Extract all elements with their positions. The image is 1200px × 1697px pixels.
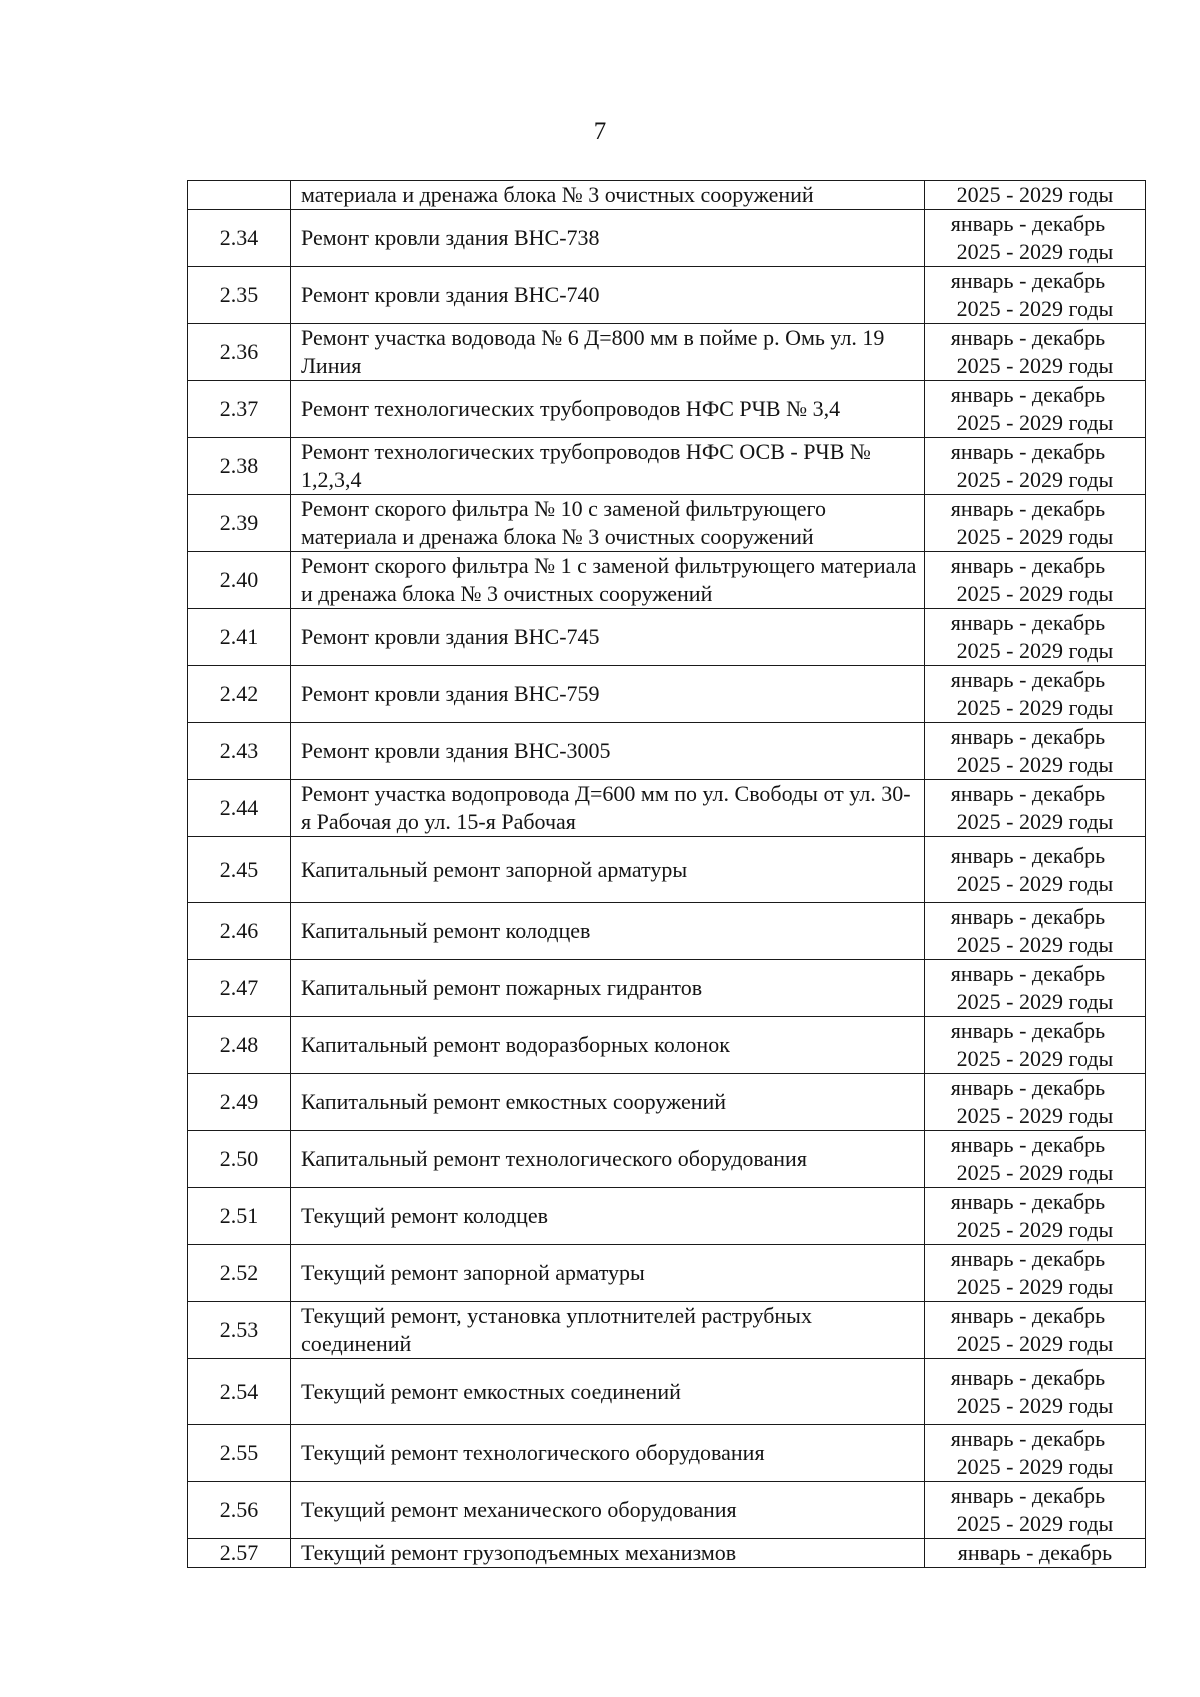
period-cell: [925, 1074, 1146, 1131]
period-line: 2025 - 2029 годы: [956, 1454, 1114, 1479]
period-cell: [925, 1245, 1146, 1302]
period-cell: [925, 1425, 1146, 1482]
period-cell: [925, 1017, 1146, 1074]
row-number-cell: 2.44: [188, 780, 291, 837]
period-cell: [925, 1131, 1146, 1188]
period-cell: [925, 837, 1146, 903]
work-name-cell: Капитальный ремонт пожарных гидрантов: [291, 960, 925, 1017]
row-number-cell: [188, 181, 291, 210]
period-line: 2025 - 2029 годы: [956, 1274, 1114, 1299]
period-line: 2025 - 2029 годы: [956, 353, 1114, 378]
period-line: январь - декабрь: [950, 1018, 1106, 1043]
table-row: [188, 903, 1146, 960]
period-cell: [925, 1359, 1146, 1425]
work-name-cell: Ремонт технологических трубопроводов НФС ОСВ - РЧВ № 1,2,3,4: [291, 438, 925, 495]
work-name-cell: Ремонт кровли здания ВНС-745: [291, 609, 925, 666]
table-row: [188, 1245, 1146, 1302]
table-row: [188, 1425, 1146, 1482]
table-row: [188, 723, 1146, 780]
period-line: январь - декабрь: [950, 842, 1106, 868]
row-number-cell: 2.56: [188, 1482, 291, 1539]
period-line: 2025 - 2029 годы: [956, 581, 1114, 606]
row-number-cell: 2.49: [188, 1074, 291, 1131]
work-name-cell: Капитальный ремонт емкостных сооружений: [291, 1074, 925, 1131]
period-line: 2025 - 2029 годы: [956, 239, 1114, 264]
period-cell: [925, 210, 1146, 267]
work-name-cell: Текущий ремонт грузоподъемных механизмов: [291, 1539, 925, 1568]
work-name-cell: Текущий ремонт колодцев: [291, 1188, 925, 1245]
work-name-cell: Ремонт скорого фильтра № 10 с заменой фильтрующего материала и дренажа блока № 3 очистных сооружений: [291, 495, 925, 552]
period-line: январь - декабрь: [950, 325, 1106, 350]
period-cell: [925, 495, 1146, 552]
period-line: январь - декабрь: [950, 904, 1106, 929]
row-number-cell: 2.36: [188, 324, 291, 381]
period-cell: [925, 552, 1146, 609]
table-row: [188, 267, 1146, 324]
period-line: 2025 - 2029 годы: [956, 695, 1114, 720]
period-cell: [925, 267, 1146, 324]
work-name-cell: Ремонт участка водовода № 6 Д=800 мм в пойме р. Омь ул. 19 Линия: [291, 324, 925, 381]
period-line: 2025 - 2029 годы: [956, 989, 1114, 1014]
period-line: январь - декабрь: [950, 268, 1106, 293]
work-name-cell: Ремонт кровли здания ВНС-740: [291, 267, 925, 324]
period-cell: [925, 780, 1146, 837]
period-line: январь - декабрь: [950, 1483, 1106, 1508]
table-row: [188, 1131, 1146, 1188]
period-line: 2025 - 2029 годы: [956, 467, 1114, 492]
table-row: [188, 552, 1146, 609]
period-line: 2025 - 2029 годы: [956, 1103, 1114, 1128]
period-line: 2025 - 2029 годы: [956, 1217, 1114, 1242]
period-line: январь - декабрь: [950, 1303, 1106, 1328]
row-number-cell: 2.51: [188, 1188, 291, 1245]
row-number-cell: 2.50: [188, 1131, 291, 1188]
row-number-cell: 2.43: [188, 723, 291, 780]
table-row: [188, 210, 1146, 267]
period-cell: [925, 960, 1146, 1017]
work-name-cell: Ремонт технологических трубопроводов НФС РЧВ № 3,4: [291, 381, 925, 438]
period-cell: [925, 903, 1146, 960]
work-name-cell: Текущий ремонт, установка уплотнителей раструбных соединений: [291, 1302, 925, 1359]
table-row: [188, 181, 1146, 210]
period-line: январь - декабрь: [950, 439, 1106, 464]
period-cell: [925, 609, 1146, 666]
period-line: январь - декабрь: [950, 1246, 1106, 1271]
row-number-cell: 2.38: [188, 438, 291, 495]
table-row: [188, 381, 1146, 438]
period-line: январь - декабрь: [950, 1075, 1106, 1100]
table-row: [188, 1302, 1146, 1359]
row-number-cell: 2.52: [188, 1245, 291, 1302]
row-number-cell: 2.57: [188, 1539, 291, 1568]
work-name-cell: Капитальный ремонт технологического оборудования: [291, 1131, 925, 1188]
period-line: январь - декабрь: [950, 1426, 1106, 1451]
row-number-cell: 2.47: [188, 960, 291, 1017]
table-row: [188, 1482, 1146, 1539]
period-line: 2025 - 2029 годы: [956, 1511, 1114, 1536]
period-line: январь - декабрь: [950, 1189, 1106, 1214]
period-line: январь - декабрь: [950, 961, 1106, 986]
row-number-cell: 2.55: [188, 1425, 291, 1482]
row-number-cell: 2.40: [188, 552, 291, 609]
row-number-cell: 2.46: [188, 903, 291, 960]
period-line: 2025 - 2029 годы: [956, 524, 1114, 549]
period-line: январь - декабрь: [950, 724, 1106, 749]
work-name-cell: Текущий ремонт механического оборудования: [291, 1482, 925, 1539]
table-row: [188, 609, 1146, 666]
work-name-cell: Текущий ремонт технологического оборудования: [291, 1425, 925, 1482]
period-line: 2025 - 2029 годы: [956, 1331, 1114, 1356]
table-row: [188, 1074, 1146, 1131]
page-number: 7: [593, 118, 607, 145]
work-name-cell: Капитальный ремонт запорной арматуры: [291, 837, 925, 903]
period-cell: [925, 1539, 1146, 1568]
row-number-cell: 2.37: [188, 381, 291, 438]
table-row: [188, 438, 1146, 495]
row-number-cell: 2.53: [188, 1302, 291, 1359]
period-cell: [925, 1188, 1146, 1245]
table-row: [188, 1188, 1146, 1245]
period-line: 2025 - 2029 годы: [956, 182, 1114, 207]
work-name-cell: Текущий ремонт емкостных соединений: [291, 1359, 925, 1425]
row-number-cell: 2.39: [188, 495, 291, 552]
period-line: январь - декабрь: [957, 1540, 1113, 1565]
period-line: январь - декабрь: [950, 211, 1106, 236]
work-name-cell: Текущий ремонт запорной арматуры: [291, 1245, 925, 1302]
work-name-cell: Ремонт кровли здания ВНС-759: [291, 666, 925, 723]
row-number-cell: 2.54: [188, 1359, 291, 1425]
period-line: 2025 - 2029 годы: [956, 809, 1114, 834]
work-name-cell: Ремонт скорого фильтра № 1 с заменой фильтрующего материала и дренажа блока № 3 очистных сооружений: [291, 552, 925, 609]
row-number-cell: 2.42: [188, 666, 291, 723]
work-name-cell: Капитальный ремонт водоразборных колонок: [291, 1017, 925, 1074]
period-line: 2025 - 2029 годы: [956, 932, 1114, 957]
work-name-cell: Ремонт кровли здания ВНС-738: [291, 210, 925, 267]
table-row: [188, 837, 1146, 903]
table-row: [188, 960, 1146, 1017]
period-line: 2025 - 2029 годы: [956, 1046, 1114, 1071]
period-line: 2025 - 2029 годы: [956, 870, 1114, 896]
table-row: [188, 666, 1146, 723]
period-line: январь - декабрь: [950, 1364, 1106, 1390]
table-row: [188, 780, 1146, 837]
work-name-cell: Ремонт кровли здания ВНС-3005: [291, 723, 925, 780]
table-row: [188, 1539, 1146, 1568]
period-line: 2025 - 2029 годы: [956, 638, 1114, 663]
row-number-cell: 2.41: [188, 609, 291, 666]
period-line: январь - декабрь: [950, 382, 1106, 407]
work-name-cell: Капитальный ремонт колодцев: [291, 903, 925, 960]
work-name-cell: материала и дренажа блока № 3 очистных сооружений: [291, 181, 925, 210]
table-row: [188, 1359, 1146, 1425]
period-cell: [925, 324, 1146, 381]
period-cell: [925, 666, 1146, 723]
table-row: [188, 1017, 1146, 1074]
row-number-cell: 2.48: [188, 1017, 291, 1074]
work-plan-table-body: [188, 181, 1146, 1568]
period-cell: [925, 1302, 1146, 1359]
period-line: 2025 - 2029 годы: [956, 752, 1114, 777]
period-line: 2025 - 2029 годы: [956, 296, 1114, 321]
period-cell: [925, 1482, 1146, 1539]
table-row: [188, 495, 1146, 552]
row-number-cell: 2.45: [188, 837, 291, 903]
period-line: январь - декабрь: [950, 781, 1106, 806]
period-line: январь - декабрь: [950, 1132, 1106, 1157]
table-row: [188, 324, 1146, 381]
work-name-cell: Ремонт участка водопровода Д=600 мм по ул. Свободы от ул. 30-я Рабочая до ул. 15-я Рабочая: [291, 780, 925, 837]
row-number-cell: 2.35: [188, 267, 291, 324]
period-line: январь - декабрь: [950, 496, 1106, 521]
period-line: 2025 - 2029 годы: [956, 1160, 1114, 1185]
work-plan-table: [187, 180, 1146, 1568]
period-cell: [925, 438, 1146, 495]
period-line: январь - декабрь: [950, 553, 1106, 578]
row-number-cell: 2.34: [188, 210, 291, 267]
period-line: январь - декабрь: [950, 610, 1106, 635]
period-line: январь - декабрь: [950, 667, 1106, 692]
period-cell: [925, 723, 1146, 780]
period-line: 2025 - 2029 годы: [956, 1392, 1114, 1418]
period-cell: [925, 381, 1146, 438]
period-line: 2025 - 2029 годы: [956, 410, 1114, 435]
period-cell: [925, 181, 1146, 210]
